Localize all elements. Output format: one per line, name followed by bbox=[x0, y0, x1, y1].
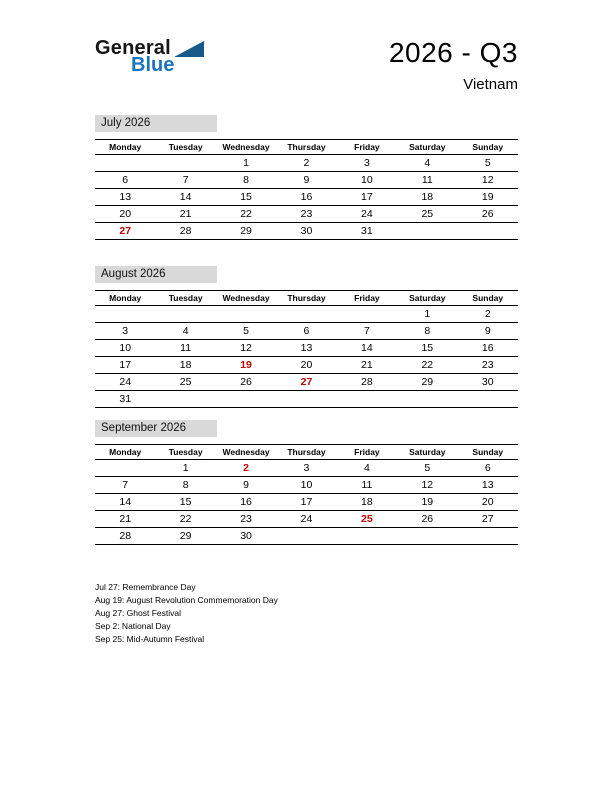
calendar-day: 4 bbox=[363, 461, 370, 474]
month-title: July 2026 bbox=[95, 115, 217, 132]
month-section-august bbox=[95, 266, 518, 408]
calendar-day: 5 bbox=[484, 156, 491, 169]
calendar-day: 1 bbox=[182, 461, 189, 474]
calendar-week-row bbox=[95, 493, 518, 510]
general-blue-logo bbox=[95, 38, 204, 75]
calendar-day: 21 bbox=[361, 358, 373, 371]
calendar-day: 7 bbox=[182, 173, 189, 186]
calendar-day: 31 bbox=[119, 392, 132, 405]
calendar-day: 29 bbox=[240, 224, 252, 237]
calendar-day: 16 bbox=[300, 190, 313, 203]
calendar-day: 9 bbox=[484, 324, 491, 337]
calendar-week-row bbox=[95, 305, 518, 322]
calendar-day: 14 bbox=[361, 341, 373, 354]
calendar-day: 30 bbox=[300, 224, 313, 237]
calendar-day-empty bbox=[95, 154, 155, 171]
calendar-day-empty bbox=[95, 305, 155, 322]
holiday-note: Aug 19: August Revolution Commemoration Day bbox=[95, 594, 278, 605]
calendar-day: 30 bbox=[240, 529, 252, 542]
calendar-day: 25 bbox=[179, 375, 192, 388]
calendar-day: 26 bbox=[481, 207, 494, 220]
calendar-day: 24 bbox=[119, 375, 132, 388]
calendar-day-empty bbox=[216, 305, 276, 322]
calendar-day: 18 bbox=[361, 495, 373, 508]
weekday-header: Monday bbox=[109, 446, 142, 457]
calendar-day: 4 bbox=[182, 324, 189, 337]
calendar-day: 25 bbox=[421, 207, 434, 220]
calendar-day: 6 bbox=[122, 173, 129, 186]
calendar-day: 6 bbox=[484, 461, 491, 474]
title-block bbox=[389, 38, 518, 93]
weekday-header-row bbox=[95, 444, 518, 459]
calendar-day: 11 bbox=[421, 173, 433, 186]
calendar-day: 17 bbox=[119, 358, 132, 371]
calendar-day: 24 bbox=[361, 207, 373, 220]
weekday-header: Monday bbox=[109, 292, 142, 303]
calendar-day: 27 bbox=[300, 375, 313, 388]
holiday-note: Jul 27: Remembrance Day bbox=[95, 581, 196, 592]
calendar-day: 20 bbox=[481, 495, 494, 508]
calendar-week-row bbox=[95, 373, 518, 390]
month-section-july bbox=[95, 115, 518, 240]
calendar-day: 7 bbox=[122, 478, 129, 491]
holiday-note: Sep 25: Mid-Autumn Festival bbox=[95, 633, 205, 644]
calendar-day: 31 bbox=[361, 224, 373, 237]
calendar-day-empty bbox=[276, 527, 336, 544]
calendar-day-empty bbox=[397, 222, 457, 239]
weekday-header-row bbox=[95, 290, 518, 305]
calendar-day: 6 bbox=[303, 324, 310, 337]
calendar-week-row bbox=[95, 390, 518, 407]
weekday-header: Saturday bbox=[409, 141, 446, 152]
calendar-day: 1 bbox=[424, 307, 431, 320]
calendar-day: 12 bbox=[240, 341, 252, 354]
holiday-notes bbox=[95, 581, 518, 646]
calendar-day: 28 bbox=[119, 529, 132, 542]
calendar-day-empty bbox=[337, 390, 397, 407]
weekday-header: Tuesday bbox=[168, 141, 203, 152]
weekday-header: Wednesday bbox=[222, 446, 270, 457]
calendar-day: 12 bbox=[421, 478, 434, 491]
calendar-week-row bbox=[95, 339, 518, 356]
calendar-day: 19 bbox=[240, 358, 252, 371]
calendar-day: 10 bbox=[361, 173, 373, 186]
weekday-header: Tuesday bbox=[168, 292, 203, 303]
calendar-day: 11 bbox=[180, 341, 192, 354]
calendar-day: 2 bbox=[484, 307, 491, 320]
calendar-day: 9 bbox=[243, 478, 249, 491]
calendar-day: 10 bbox=[300, 478, 313, 491]
calendar-day: 27 bbox=[481, 512, 494, 525]
weekday-header: Thursday bbox=[287, 141, 326, 152]
calendar-day: 21 bbox=[179, 207, 192, 220]
pennant-triangle-shape bbox=[174, 41, 204, 57]
calendar-day: 4 bbox=[424, 156, 431, 169]
calendar-day: 22 bbox=[179, 512, 192, 525]
calendar-day: 27 bbox=[119, 224, 132, 237]
calendar-week-row bbox=[95, 510, 518, 527]
calendar-day: 18 bbox=[421, 190, 434, 203]
weekday-header: Saturday bbox=[409, 446, 446, 457]
calendar-day: 23 bbox=[240, 512, 252, 525]
calendar-day: 30 bbox=[481, 375, 494, 388]
calendar-day-empty bbox=[155, 390, 215, 407]
logo-general-text: General bbox=[95, 37, 171, 59]
calendar-day-empty bbox=[216, 390, 276, 407]
month-section-september bbox=[95, 420, 518, 545]
calendar-day: 13 bbox=[300, 341, 313, 354]
calendar-day-empty bbox=[95, 459, 155, 476]
calendar-day-empty bbox=[155, 305, 215, 322]
logo-blue-text: Blue bbox=[131, 54, 175, 76]
calendar-day: 25 bbox=[361, 512, 373, 525]
calendar-day: 12 bbox=[481, 173, 494, 186]
weekday-header: Thursday bbox=[287, 446, 326, 457]
calendar-week-row bbox=[95, 171, 518, 188]
calendar-day: 8 bbox=[424, 324, 431, 337]
holiday-note: Aug 27: Ghost Festival bbox=[95, 607, 181, 618]
calendar-day: 22 bbox=[421, 358, 434, 371]
calendar-day: 29 bbox=[179, 529, 192, 542]
weekday-header: Thursday bbox=[287, 292, 326, 303]
calendar-day: 19 bbox=[421, 495, 434, 508]
calendar-day: 14 bbox=[119, 495, 132, 508]
weekday-header: Sunday bbox=[472, 292, 504, 303]
calendar-day: 8 bbox=[182, 478, 189, 491]
weekday-header: Friday bbox=[354, 446, 380, 457]
calendar-day: 3 bbox=[122, 324, 129, 337]
calendar-day-empty bbox=[458, 390, 518, 407]
calendar-day: 8 bbox=[243, 173, 249, 186]
weekday-header: Saturday bbox=[409, 292, 446, 303]
weekday-header: Friday bbox=[354, 292, 380, 303]
calendar-day: 7 bbox=[363, 324, 370, 337]
holiday-note: Sep 2: National Day bbox=[95, 620, 171, 631]
calendar-day-empty bbox=[276, 390, 336, 407]
calendar-day: 16 bbox=[481, 341, 494, 354]
calendar-day: 11 bbox=[361, 478, 373, 491]
calendar-day: 26 bbox=[421, 512, 434, 525]
calendar-day-empty bbox=[458, 527, 518, 544]
calendar-table-september bbox=[95, 444, 518, 545]
calendar-week-row bbox=[95, 476, 518, 493]
calendar-day: 15 bbox=[179, 495, 192, 508]
calendar-day: 23 bbox=[481, 358, 494, 371]
page-header bbox=[95, 38, 518, 93]
calendar-week-row bbox=[95, 222, 518, 239]
weekday-header: Sunday bbox=[472, 446, 504, 457]
calendar-day: 15 bbox=[421, 341, 434, 354]
calendar-day-empty bbox=[337, 305, 397, 322]
calendar-day: 5 bbox=[243, 324, 249, 337]
calendar-day-empty bbox=[397, 527, 457, 544]
calendar-day-empty bbox=[458, 222, 518, 239]
calendar-day: 23 bbox=[300, 207, 313, 220]
calendar-day: 16 bbox=[240, 495, 252, 508]
pennant-triangle-icon bbox=[174, 41, 204, 57]
quarter-title: 2026 - Q3 bbox=[388, 37, 518, 68]
calendar-day: 5 bbox=[424, 461, 431, 474]
calendar-day: 3 bbox=[303, 461, 310, 474]
month-title: September 2026 bbox=[95, 420, 217, 437]
calendar-week-row bbox=[95, 527, 518, 544]
calendar-day: 26 bbox=[240, 375, 252, 388]
calendar-day: 17 bbox=[300, 495, 313, 508]
weekday-header: Sunday bbox=[472, 141, 504, 152]
month-title: August 2026 bbox=[95, 266, 217, 283]
calendar-day: 22 bbox=[240, 207, 252, 220]
calendar-day-empty bbox=[155, 154, 215, 171]
calendar-day: 1 bbox=[243, 156, 249, 169]
weekday-header: Wednesday bbox=[222, 292, 270, 303]
weekday-header: Monday bbox=[109, 141, 142, 152]
calendar-day: 3 bbox=[363, 156, 370, 169]
calendar-day: 9 bbox=[303, 173, 310, 186]
calendar-day: 2 bbox=[243, 461, 249, 474]
calendar-table-july bbox=[95, 139, 518, 240]
calendar-week-row bbox=[95, 205, 518, 222]
calendar-day: 19 bbox=[481, 190, 494, 203]
calendar-day: 17 bbox=[361, 190, 373, 203]
calendar-day: 2 bbox=[303, 156, 310, 169]
calendar-day: 13 bbox=[119, 190, 132, 203]
weekday-header: Friday bbox=[354, 141, 380, 152]
calendar-day: 20 bbox=[119, 207, 132, 220]
calendar-day: 28 bbox=[179, 224, 192, 237]
calendar-week-row bbox=[95, 322, 518, 339]
weekday-header-row bbox=[95, 139, 518, 154]
weekday-header: Wednesday bbox=[222, 141, 270, 152]
calendar-day-empty bbox=[276, 305, 336, 322]
calendar-day: 28 bbox=[361, 375, 373, 388]
country-subtitle: Vietnam bbox=[463, 75, 518, 93]
weekday-header: Tuesday bbox=[168, 446, 203, 457]
calendar-day: 14 bbox=[179, 190, 192, 203]
calendar-day: 15 bbox=[240, 190, 252, 203]
calendar-day: 13 bbox=[481, 478, 494, 491]
calendar-week-row bbox=[95, 154, 518, 171]
calendar-day-empty bbox=[397, 390, 457, 407]
calendar-day: 29 bbox=[421, 375, 434, 388]
calendar-table-august bbox=[95, 290, 518, 408]
calendar-day: 20 bbox=[300, 358, 313, 371]
calendar-day: 18 bbox=[179, 358, 192, 371]
calendar-week-row bbox=[95, 188, 518, 205]
calendar-day-empty bbox=[337, 527, 397, 544]
calendar-day: 21 bbox=[119, 512, 132, 525]
calendar-day: 24 bbox=[300, 512, 313, 525]
calendar-day: 10 bbox=[119, 341, 132, 354]
calendar-week-row bbox=[95, 459, 518, 476]
calendar-week-row bbox=[95, 356, 518, 373]
